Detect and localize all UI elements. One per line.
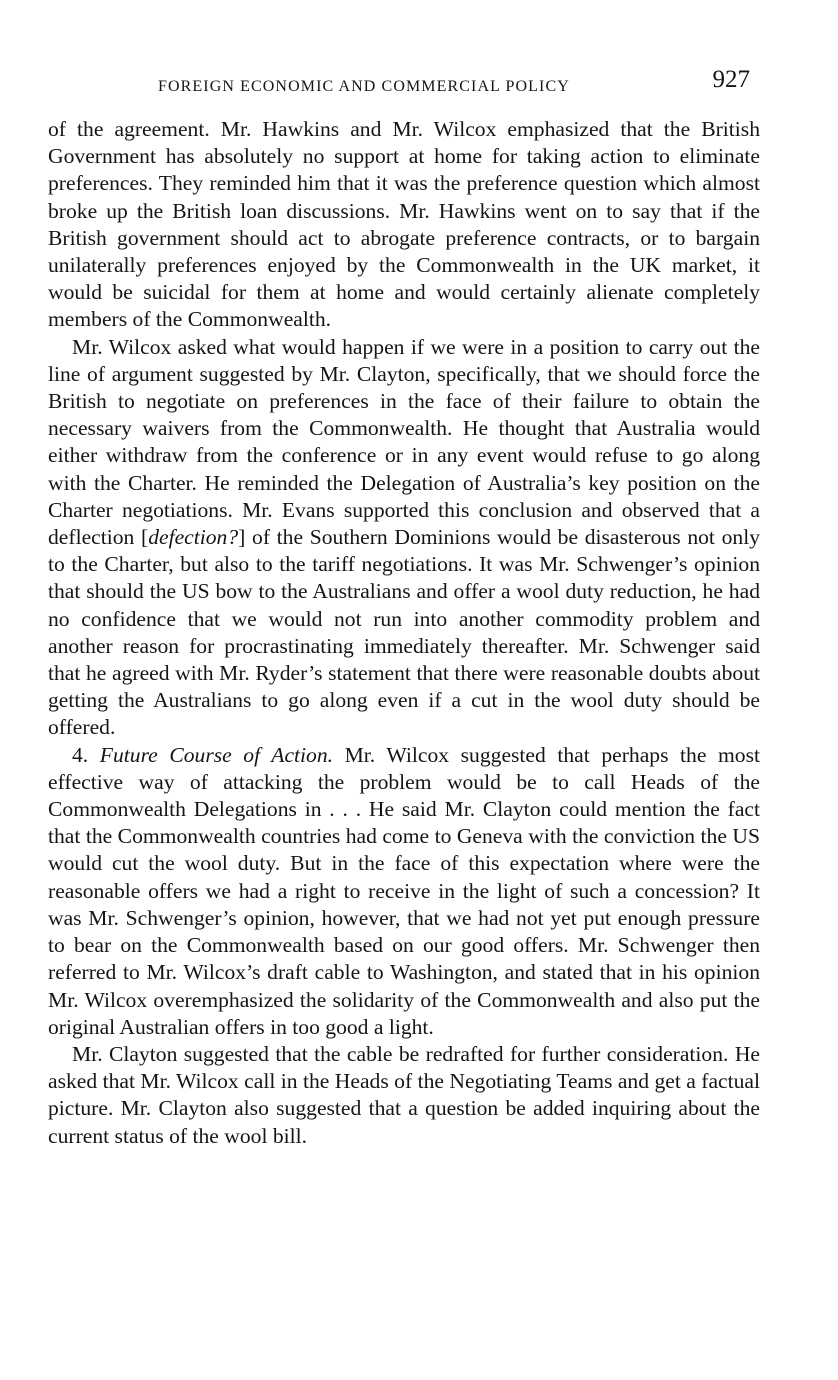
paragraph-wilcox-australia bbox=[48, 334, 760, 742]
paragraph-continuation bbox=[48, 116, 760, 334]
running-header-title: FOREIGN ECONOMIC AND COMMERCIAL POLICY bbox=[158, 78, 570, 95]
section-number: 4. bbox=[72, 742, 100, 767]
paragraph-text: Mr. Clayton suggested that the cable be redrafted for further consideration. He asked that Mr. Wilcox call in the Heads of the Negotiating Teams and get a factual picture. Mr. Clayton also suggested that a question be added inquiring about the current status of the wool bill. bbox=[48, 1041, 760, 1148]
paragraph-clayton-redraft bbox=[48, 1041, 760, 1150]
running-header bbox=[48, 66, 760, 102]
paragraph-text: Mr. Wilcox asked what would happen if we were in a position to carry out the line of argument suggested by Mr. Clayton, specifically, that we should force the British to negotiate on preferences in the face of their failure to obtain the necessary waivers from the Commonwealth. He thought that Australia would either withdraw from the conference or in any event would refuse to go along with the Charter. He reminded the Delegation of Australia’s key position on the Charter negotiations. Mr. Evans supported this conclusion and observed that a deflection [ bbox=[48, 334, 760, 550]
editorial-insertion: defection? bbox=[148, 525, 239, 550]
page-number: 927 bbox=[712, 66, 750, 93]
section-heading: Future Course of Action. bbox=[99, 742, 334, 767]
paragraph-text: of the agreement. Mr. Hawkins and Mr. Wilcox emphasized that the British Government has absolutely no support at home for taking action to eliminate preferences. They reminded him that it was the preference question which almost broke up the British loan discussions. Mr. Hawkins went on to say that if the British government should act to abrogate preference contracts, or to bargain unilaterally preferences enjoyed by the Commonwealth in the UK market, it would be suicidal for them at home and would certainly alienate completely members of the Commonwealth. bbox=[48, 117, 760, 332]
body-text bbox=[48, 116, 760, 1150]
paragraph-future-course bbox=[48, 742, 760, 1041]
paragraph-text: ] of the Southern Dominions would be disasterous not only to the Charter, but also to the tariff negotiations. It was Mr. Schwenger’s opinion that should the US bow to the Australians and offer a wool duty reduction, he had no confidence that we would not run into another commodity problem and another reason for procrastinating immediately thereafter. Mr. Schwenger said that he agreed with Mr. Ryder’s statement that there were reasonable doubts about getting the Australians to go along even if a cut in the wool duty should be offered. bbox=[48, 525, 760, 740]
paragraph-text: Mr. Wilcox suggested that perhaps the most effective way of attacking the problem would be to call Heads of the Commonwealth Delegations in . . . He said Mr. Clayton could mention the fact that the Commonwealth countries had come to Geneva with the conviction the US would cut the wool duty. But in the face of this expectation where were the reasonable offers we had a right to receive in the light of such a concession? It was Mr. Schwenger’s opinion, however, that we had not yet put enough pressure to bear on the Commonwealth based on our good offers. Mr. Schwenger then referred to Mr. Wilcox’s draft cable to Washington, and stated that in his opinion Mr. Wilcox overemphasized the solidarity of the Commonwealth and also put the original Australian offers in too good a light. bbox=[48, 742, 761, 1039]
